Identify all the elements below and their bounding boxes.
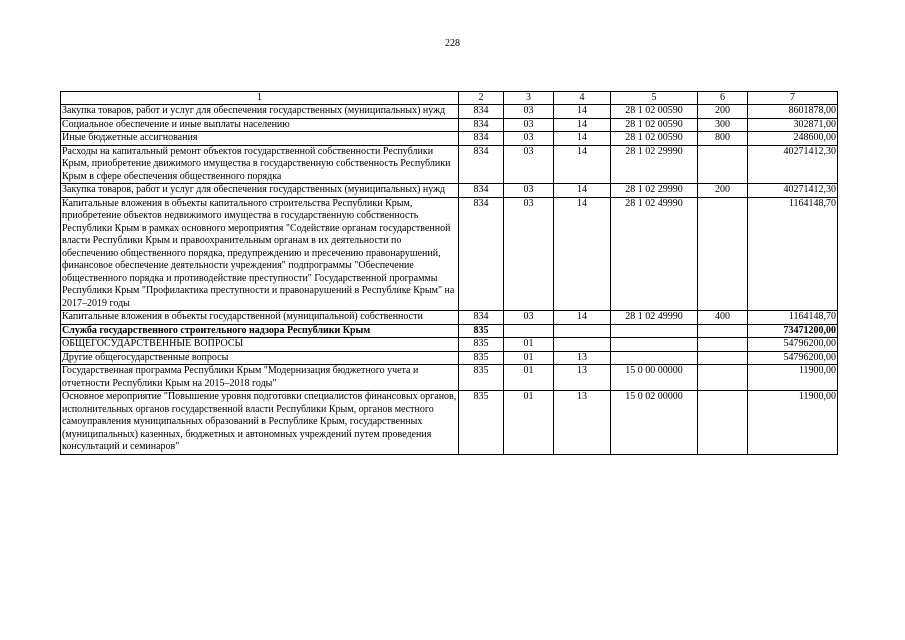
column-header-2: 2	[459, 92, 504, 105]
amount-cell: 40271412,30	[748, 145, 838, 184]
subsection-code-cell: 13	[554, 391, 611, 455]
subsection-code-cell: 14	[554, 184, 611, 198]
amount-cell: 54796200,00	[748, 338, 838, 352]
target-article-cell: 28 1 02 29990	[611, 184, 698, 198]
section-code-cell: 01	[504, 351, 554, 365]
amount-cell: 73471200,00	[748, 324, 838, 338]
department-code-cell: 834	[459, 197, 504, 311]
row-name-cell: Капитальные вложения в объекты государственной (муниципальной) собственности	[61, 311, 459, 325]
section-code-cell: 03	[504, 118, 554, 132]
target-article-cell	[611, 351, 698, 365]
section-code-cell: 03	[504, 184, 554, 198]
department-code-cell: 834	[459, 311, 504, 325]
expense-type-cell	[698, 324, 748, 338]
table-row	[61, 105, 838, 119]
table-body	[61, 105, 838, 455]
section-code-cell: 03	[504, 145, 554, 184]
column-header-7: 7	[748, 92, 838, 105]
section-code-cell: 03	[504, 132, 554, 146]
table-row	[61, 365, 838, 391]
table-row	[61, 197, 838, 311]
column-header-4: 4	[554, 92, 611, 105]
expense-type-cell	[698, 197, 748, 311]
header-row	[61, 92, 838, 105]
expense-type-cell	[698, 391, 748, 455]
row-name-cell: Служба государственного строительного надзора Республики Крым	[61, 324, 459, 338]
column-header-3: 3	[504, 92, 554, 105]
section-code-cell: 03	[504, 197, 554, 311]
section-code-cell: 01	[504, 365, 554, 391]
amount-cell: 1164148,70	[748, 197, 838, 311]
table-row	[61, 324, 838, 338]
table-row	[61, 184, 838, 198]
row-name-cell: Иные бюджетные ассигнования	[61, 132, 459, 146]
subsection-code-cell: 13	[554, 351, 611, 365]
table-row	[61, 391, 838, 455]
row-name-cell: Закупка товаров, работ и услуг для обеспечения государственных (муниципальных) нужд	[61, 105, 459, 119]
department-code-cell: 835	[459, 338, 504, 352]
expense-type-cell: 400	[698, 311, 748, 325]
target-article-cell: 28 1 02 00590	[611, 105, 698, 119]
amount-cell: 248600,00	[748, 132, 838, 146]
expense-type-cell	[698, 351, 748, 365]
target-article-cell: 28 1 02 49990	[611, 311, 698, 325]
row-name-cell: Расходы на капитальный ремонт объектов государственной собственности Республики Крым, приобретение движимого имущества в государственную собственность Республики Крым в сфере обеспечения общественного порядка	[61, 145, 459, 184]
expense-type-cell: 300	[698, 118, 748, 132]
target-article-cell	[611, 324, 698, 338]
department-code-cell: 834	[459, 132, 504, 146]
subsection-code-cell: 14	[554, 105, 611, 119]
expense-type-cell	[698, 338, 748, 352]
row-name-cell: Социальное обеспечение и иные выплаты населению	[61, 118, 459, 132]
subsection-code-cell	[554, 324, 611, 338]
table-row	[61, 118, 838, 132]
row-name-cell: Государственная программа Республики Крым "Модернизация бюджетного учета и отчетности Республики Крым на 2015–2018 годы"	[61, 365, 459, 391]
target-article-cell: 15 0 00 00000	[611, 365, 698, 391]
expense-type-cell: 800	[698, 132, 748, 146]
subsection-code-cell	[554, 338, 611, 352]
row-name-cell: Закупка товаров, работ и услуг для обеспечения государственных (муниципальных) нужд	[61, 184, 459, 198]
column-header-5: 5	[611, 92, 698, 105]
section-code-cell: 01	[504, 391, 554, 455]
department-code-cell: 835	[459, 351, 504, 365]
amount-cell: 8601878,00	[748, 105, 838, 119]
amount-cell: 11900,00	[748, 365, 838, 391]
section-code-cell: 03	[504, 311, 554, 325]
department-code-cell: 834	[459, 145, 504, 184]
amount-cell: 40271412,30	[748, 184, 838, 198]
target-article-cell	[611, 338, 698, 352]
subsection-code-cell: 14	[554, 118, 611, 132]
table-row	[61, 311, 838, 325]
amount-cell: 1164148,70	[748, 311, 838, 325]
table-row	[61, 132, 838, 146]
row-name-cell: Основное мероприятие "Повышение уровня подготовки специалистов финансовых органов, исполнительных органов государственной власти Республики Крым, органов местного самоуправления муниципальных образований в Республике Крым, государственных (муниципальных) казенных, бюджетных и автономных учреждений путем проведения консультаций и семинаров"	[61, 391, 459, 455]
subsection-code-cell: 14	[554, 311, 611, 325]
amount-cell: 11900,00	[748, 391, 838, 455]
expense-type-cell: 200	[698, 105, 748, 119]
column-header-6: 6	[698, 92, 748, 105]
row-name-cell: Другие общегосударственные вопросы	[61, 351, 459, 365]
amount-cell: 54796200,00	[748, 351, 838, 365]
section-code-cell: 03	[504, 105, 554, 119]
department-code-cell: 835	[459, 365, 504, 391]
target-article-cell: 15 0 02 00000	[611, 391, 698, 455]
target-article-cell: 28 1 02 29990	[611, 145, 698, 184]
target-article-cell: 28 1 02 00590	[611, 132, 698, 146]
department-code-cell: 834	[459, 118, 504, 132]
target-article-cell: 28 1 02 00590	[611, 118, 698, 132]
amount-cell: 302871,00	[748, 118, 838, 132]
subsection-code-cell: 13	[554, 365, 611, 391]
column-header-1: 1	[61, 92, 459, 105]
row-name-cell: Капитальные вложения в объекты капитального строительства Республики Крым, приобретение объектов недвижимого имущества в государственную собственность Республики Крым в рамках основного мероприятия "Содействие органам государственной власти Республики Крым и правоохранительным органам в их деятельности по обеспечению общественного порядка, предупреждению и пресечению правонарушений, финансовое обеспечение деятельности учреждения" подпрограммы "Обеспечение общественного порядка и противодействие преступности" Государственной программы Республики Крым "Профилактика преступности и правонарушений в Республике Крым" на 2017–2019 годы	[61, 197, 459, 311]
subsection-code-cell: 14	[554, 197, 611, 311]
table-row	[61, 338, 838, 352]
table-row	[61, 351, 838, 365]
table-row	[61, 145, 838, 184]
expense-type-cell: 200	[698, 184, 748, 198]
department-code-cell: 835	[459, 391, 504, 455]
subsection-code-cell: 14	[554, 145, 611, 184]
row-name-cell: ОБЩЕГОСУДАРСТВЕННЫЕ ВОПРОСЫ	[61, 338, 459, 352]
expense-type-cell	[698, 145, 748, 184]
department-code-cell: 834	[459, 105, 504, 119]
section-code-cell	[504, 324, 554, 338]
department-code-cell: 834	[459, 184, 504, 198]
subsection-code-cell: 14	[554, 132, 611, 146]
section-code-cell: 01	[504, 338, 554, 352]
expense-type-cell	[698, 365, 748, 391]
target-article-cell: 28 1 02 49990	[611, 197, 698, 311]
page-number: 228	[445, 38, 460, 49]
department-code-cell: 835	[459, 324, 504, 338]
budget-table	[60, 91, 838, 455]
